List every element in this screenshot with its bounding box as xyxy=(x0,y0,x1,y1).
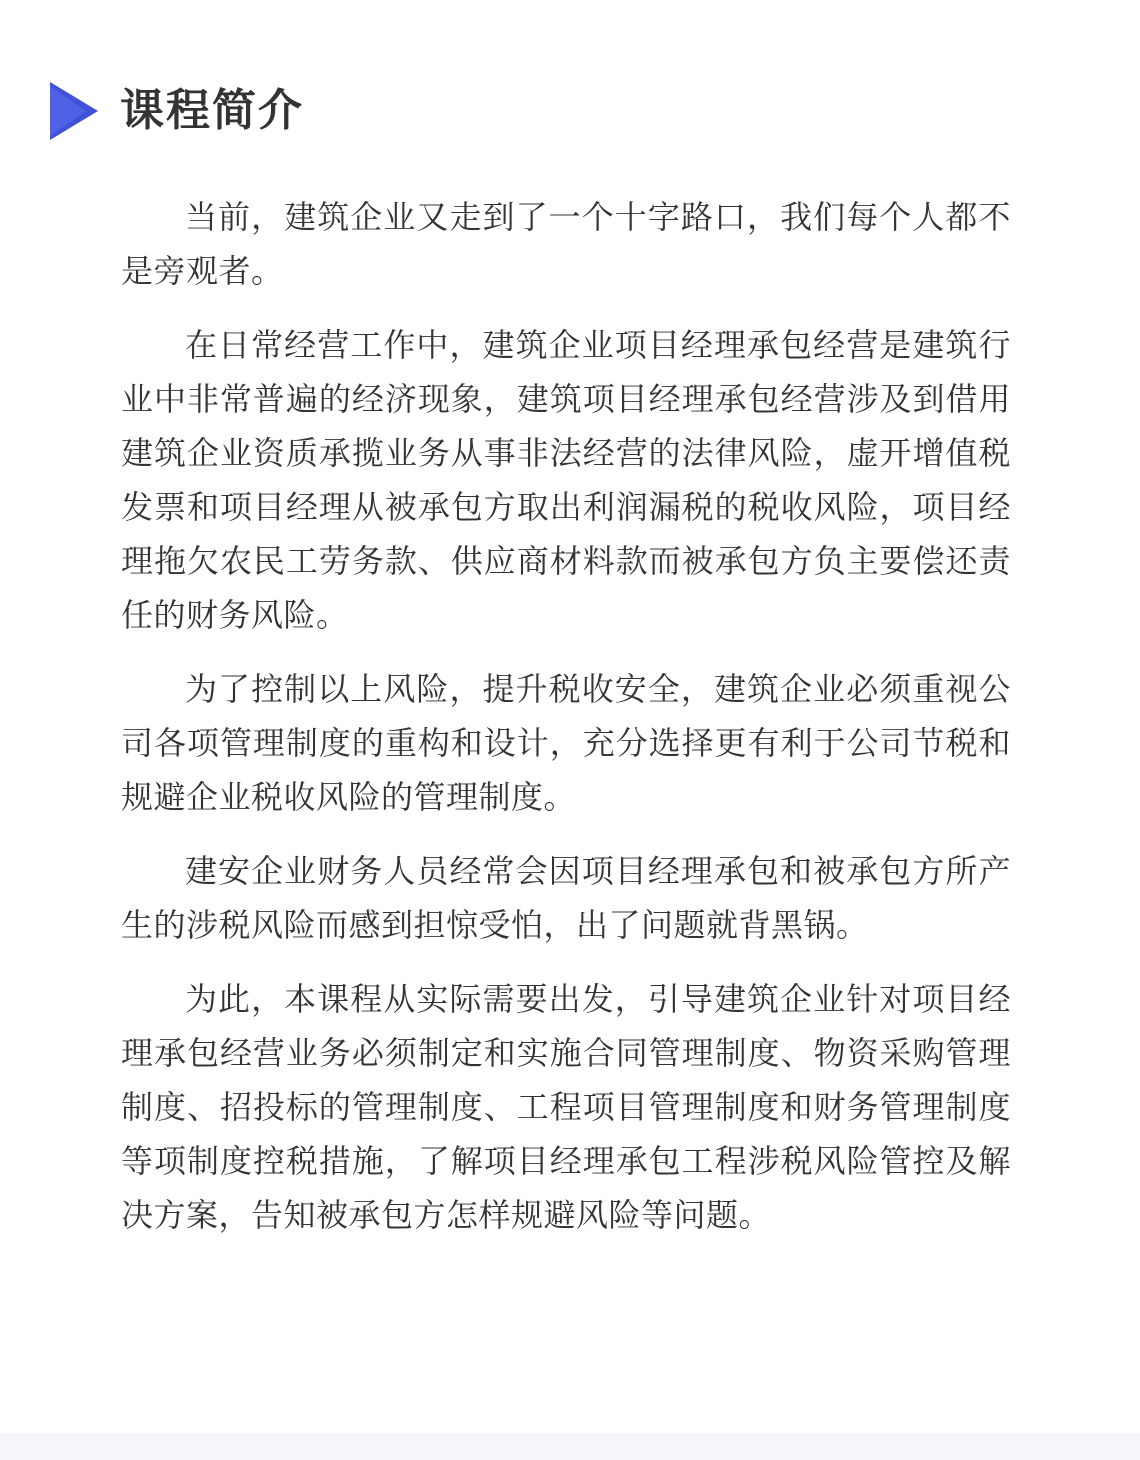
intro-paragraph-3: 为了控制以上风险，提升税收安全，建筑企业必须重视公司各项管理制度的重构和设计，充分选择更有利于公司节税和规避企业税收风险的管理制度。 xyxy=(121,670,1011,816)
intro-paragraph-5: 为此，本课程从实际需要出发，引导建筑企业针对项目经理承包经营业务必须制定和实施合同管理制度、物资采购管理制度、招投标的管理制度、工程项目管理制度和财务管理制度等项制度控税措施，了解项目经理承包工程涉税风险管控及解决方案，告知被承包方怎样规避风险等问题。 xyxy=(121,980,1011,1234)
footer-band xyxy=(0,1433,1140,1460)
section-header xyxy=(50,80,304,142)
intro-body xyxy=(121,190,1011,1262)
triangle-chevron-icon xyxy=(50,82,98,140)
section-title: 课程简介 xyxy=(120,85,304,136)
intro-paragraph-2: 在日常经营工作中，建筑企业项目经理承包经营是建筑行业中非常普遍的经济现象，建筑项目经理承包经营涉及到借用建筑企业资质承揽业务从事非法经营的法律风险，虚开增值税发票和项目经理从被承包方取出利润漏税的税收风险，项目经理拖欠农民工劳务款、供应商材料款而被承包方负主要偿还责任的财务风险。 xyxy=(121,326,1011,634)
intro-paragraph-1: 当前，建筑企业又走到了一个十字路口，我们每个人都不是旁观者。 xyxy=(121,198,1011,290)
intro-paragraph-4: 建安企业财务人员经常会因项目经理承包和被承包方所产生的涉税风险而感到担惊受怕，出了问题就背黑锅。 xyxy=(121,852,1011,944)
